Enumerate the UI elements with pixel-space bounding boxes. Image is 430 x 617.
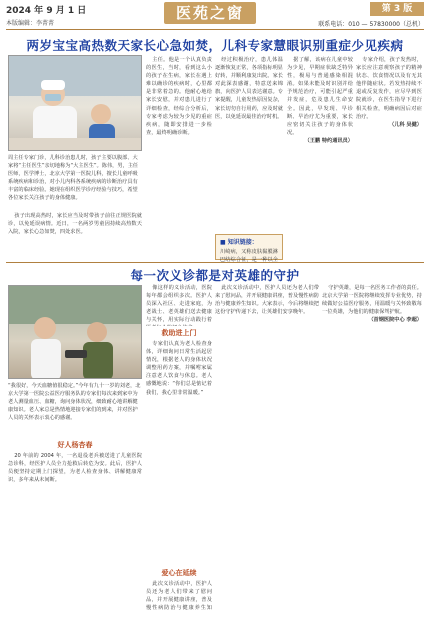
knowledge-box (215, 234, 283, 260)
story2-paragraph: 守护英雄，是每一名医务工作者的责任。北京大学第一医院将继续发挥专业优势，持续做好公益医疗服务，用温暖与关怀致敬每一位英雄，为他们的健康保驾护航。 (322, 285, 422, 316)
issue-date: 2024 年 9 月 1 日 (6, 6, 87, 16)
story1-column-1 (146, 56, 212, 260)
story2-column-b (146, 340, 212, 565)
story1-column-2 (215, 56, 283, 234)
knowledge-title: ■ 知识链接： (220, 239, 258, 246)
story1-headline: 两岁宝宝高热数天家长心急如焚，儿科专家慧眼识别重症少见疾病 (26, 38, 404, 53)
page-header (0, 0, 430, 30)
story1-paragraph: 主任。他是一个认真负责的医生，当时，看到这么小的孩子在生病，家长在遇上难以确诊的疾病时，心里都是非常着急的。他耐心地给家长安慰，并对患儿进行了详细检查，经综合分析后，专家考虑为较为少见的重症疾病，随即安排进一步检查，最终明确诊断。 (146, 57, 212, 136)
story1-paragraph: 据了解，该病在儿童中较为少见，早期症状缺乏特异性，极易与普通感染相混淆。如果未能及时识别并给予规范治疗，可能引起严重并发症，危及患儿生命安全。因此，早发现、早诊断、早治疗尤为重要，家长应密切关注孩子的身体状况。 (287, 57, 353, 136)
story1-column-3 (287, 56, 353, 260)
subhead-good-person: 好人杨杏春 (57, 441, 93, 449)
story2-headline: 每一次义诊都是对英雄的守护 (130, 268, 300, 283)
story1-paragraph: 经过积极治疗，患儿体温逐渐恢复正常，各项指标明显好转，并顺利康复出院。家长对此深表感谢，特意送来锦旗，向医护人员表达谢意。专家提醒，儿童发热原因复杂，家长切勿自行用药，应及时就医，以免延误最佳治疗时机。 (215, 57, 283, 120)
story2-byline: （首钢医院中心 李超） (368, 317, 422, 324)
story2-paragraph: 20 年前的 2004 年，一名退役老兵被送进了儿童医院急诊科，经医护人员全力抢救后转危为安。此后，医护人员便坚持定期上门探望，为老人检查身体、讲解健康常识，多年来从未间断。 (8, 453, 142, 484)
editor-credit: 本版编辑：李菁菁 (6, 20, 55, 27)
doctor-child-image (9, 56, 142, 151)
story2-photo (8, 285, 142, 379)
story1-column-4 (356, 56, 422, 260)
subhead-love-continues: 爱心在延续 (161, 569, 197, 577)
story2-paragraph: 像这样的义诊活动，医院每年都会组织多次。医护人员深入社区、走进家庭，为老战士、老英雄们送去健康与关怀，用实际行动践行着 (146, 285, 212, 324)
story1-byline-1: （王鹏 特约通讯员） (304, 137, 353, 144)
story2-column-b-end (146, 580, 212, 612)
section-rule (6, 262, 424, 263)
story2-column-a (8, 452, 142, 612)
story2-column-d (322, 284, 422, 612)
contact-phone: 联系电话：010 — 57830000（总机） (318, 21, 424, 28)
story1-byline-2: （儿科 吴健） (389, 121, 422, 128)
story2-paragraph: 此次义诊活动中，医护人员还为老人们带来了慰问品，并开展健康讲座，普及慢性病防治与健康养生知识。大家表示，今后将继续把这份守护传递下去，让英雄们安享晚年。 (215, 285, 319, 316)
story2-paragraph: 此次义诊活动中，医护人员还为老人们带来了慰问品，并开展健康讲座，普及慢性病防治与健康养生知 (146, 581, 212, 612)
story1-paragraph: 专家介绍，孩子发热时，家长应注意观察孩子的精神状态、饮食情况以及有无其他伴随症状。若发热持续不退或反复发作，应尽早到医院就诊，在医生指导下进行相关检查，明确病因后对症治疗。 (356, 57, 422, 120)
header-rule (6, 29, 424, 30)
story1-column-left (8, 212, 142, 260)
story2-paragraph: 专家们认真为老人检查身体，详细询问日常生活起居情况，根据老人的身体状况调整用药方案，并嘱咐家属注意老人饮食与休息。老人感慨地说：“你们总是惦记着我们，我心里非常温暖。” (146, 341, 212, 396)
story2-column-b-top (146, 284, 212, 326)
knowledge-text: 川崎病，又称皮肤黏膜淋巴结综合征，是一种以全 (220, 249, 278, 262)
story1-paragraph: 孩子出现高热时，家长应当及时带孩子前往正规医院就诊，以免延误病情。近日，一名两岁男童因持续高热数天入院，家长心急如焚，四处求医。 (8, 213, 142, 236)
story2-column-c (215, 284, 319, 612)
subhead-home-visit: 救助进上门 (161, 329, 197, 337)
masthead: 医苑之窗 (164, 2, 256, 24)
story2-photo-caption: “我很好，今天血糖值很稳定。”今年有九十一岁的刘老，北京大学第一医院公益医疗服务队的专家们每次来到家中为老人测量血压、血糖，询问身体状况，细致耐心地讲解健康知识。老人家总是热情地迎接专家们的到来，并对医护人员的关怀表示衷心的感谢。 (8, 383, 141, 422)
story1-photo-caption: 周主任专家门诊，儿科诊治患儿时，孩子主要以腹部、大家将“主任医生”亲切地称为“大主医生”。陈伟，男，主任医师，医学博士，北京大学第一医院儿科，擅长儿童呼吸系统疾病和诊治，对小儿内科各系统疾病的诊断治疗具有丰富的临床经验。她现在组织医学诊疗经验与技巧，希望各位家长关注孩子的身体健康。 (8, 155, 139, 202)
story1-photo (8, 55, 142, 151)
veteran-checkup-image (9, 286, 142, 379)
page-number: 第 3 版 (370, 2, 424, 16)
